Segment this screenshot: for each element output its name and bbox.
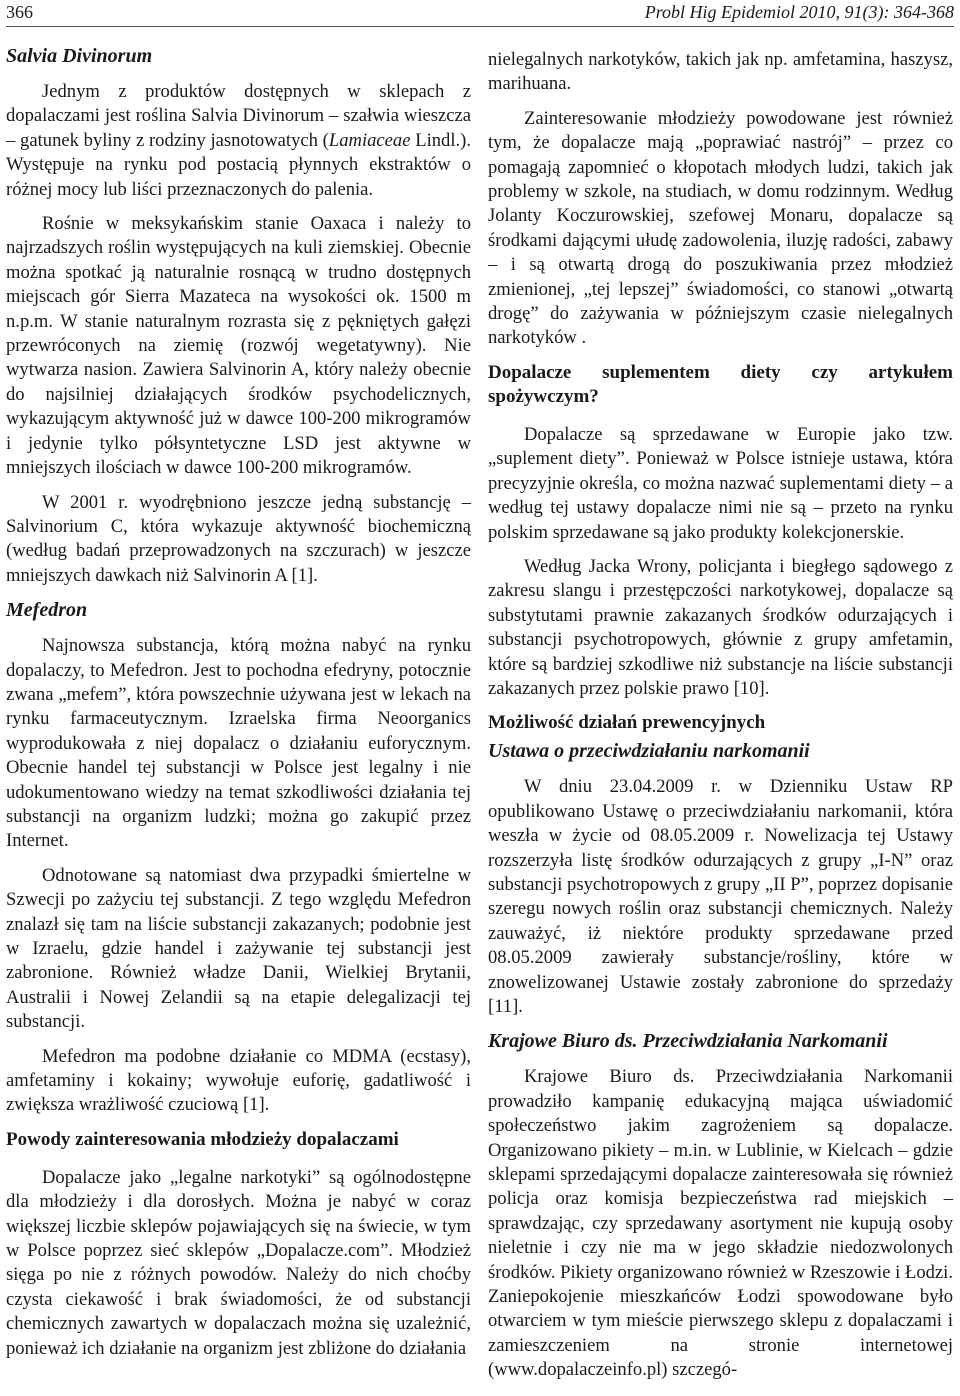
heading-ustawa: Ustawa o przeciwdziałaniu narkomanii [488,740,810,763]
heading-mefedron: Mefedron [6,599,88,622]
paragraph: Odnotowane są natomiast dwa przypadki śmiertelne w Szwecji po zażyciu tej substancji. Z tego względu Mefedron znalazł się tam na liście substancji zakazanych; podobnie jest w Izraelu, gdzie handel i zażywanie tej substancji jest zabronione. Również władze Danii, Wielkiej Brytanii, Australii i Nowej Zelandii są na etapie delegalizacji tej substancji. [6,864,471,1033]
paragraph: Mefedron ma podobne działanie co MDMA (ecstasy), amfetaminy i kokainy; wywołuje euforię, gadatliwość i zwiększa wrażliwość czuciową [1]. [6,1045,471,1116]
paragraph: Zainteresowanie młodzieży powodowane jest również tym, że dopalacze mają „poprawiać nastrój” – przez co pomagają zapomnieć o kłopotach młodych ludzi, takich jak problemy w szkole, na studiach, w domu rodzinnym. Według Jolanty Koczurowskiej, szefowej Monaru, dopalacze są środkami dającymi ułudę zadowolenia, iluzję radości, zabawy – i są otwartą drogą do poszukiwania przez młodzież zmienionej, „tej lepszej” świadomości, co stanowi „otwartą drogę” do zażywania w późniejszym czasie nielegalnych narkotyków . [488,107,953,349]
paragraph: W dniu 23.04.2009 r. w Dzienniku Ustaw RP opublikowano Ustawę o przeciwdziałaniu narkomanii, która weszła w życie od 08.05.2009 r. Nowelizacja tej Ustawy rozszerzyła listę środków odurzających z grupy „I-N” oraz substancji psychotropowych z grupy „II P”, poprzez dopisanie szeregu nowych roślin oraz substancji chemicznych. Należy zauważyć, iż niektóre produkty sprzedawane przed 08.05.2009 zawierały substancje/rośliny, które w znowelizowanej Ustawie zostały zabronione do sprzedaży [11]. [488,776,953,1017]
paragraph: Najnowsza substancja, którą można nabyć na rynku dopalaczy, to Mefedron. Jest to pochodna efedryny, potocznie zwana „mefem”, która powszechnie używana jest w lekach na rynku farmaceutycznym. Izraelska firma Neoorganics wyprodukowała z niej dopalacz o działaniu euforycznym. Obecnie handel tej substancji w Polsce jest legalny i nie udokumentowano wiedzy na temat szkodliwości działania tej substancji na organizm ludzki; można go zakupić przez Internet. [6,635,471,852]
heading-powody: Powody zainteresowania młodzieży dopalaczami [6,1128,399,1150]
page-number: 366 [6,2,33,22]
paragraph: W 2001 r. wyodrębniono jeszcze jedną substancję – Salvinorium C, która wykazuje aktywność biochemiczną (według badań przeprowadzonych na szczurach) w jeszcze mniejszych dawkach niż Salvinorin A [1]. [6,491,471,586]
heading-salvia-divinorum: Salvia Divinorum [6,45,153,67]
running-header [6,0,954,27]
paragraph: Dopalacze jako „legalne narkotyki” są ogólnodostępne dla młodzieży i dla dorosłych. Można je nabyć w coraz większej liczbie sklepów pojawiających się na świecie, w tym w Polsce poprzez sieć sklepów „Dopalacze.com”. Młodzież sięga po nie z różnych powodów. Należy do nich choćby czysta ciekawość i brak świadomości, że od substancji chemicznych zawartych w dopalaczach można się uzależnić, ponieważ ich działanie na organizm jest zbliżone do działania [6,1166,471,1359]
paragraph: Według Jacka Wrony, policjanta i biegłego sądowego z zakresu slangu i przestępczości narkotykowej, dopalacze są substytutami prawnie zakazanych środków odurzających i substancji psychotropowych, głównie z grupy amfetamin, które są bardziej szkodliwe niż substancje na liście substancji zakazanych przez polskie prawo [10]. [488,555,953,699]
paragraph: Krajowe Biuro ds. Przeciwdziałania Narkomanii prowadziło kampanię edukacyjną mająca uświadomić społeczeństwo jakim zagrożeniem są dopalacze. Organizowano pikiety – m.in. w Lublinie, w Kielcach – gdzie sklepami sprzedającymi dopalacze zainteresowała się również policja oraz komisja bezpieczeństwa rad miejskich – sprawdzając, czy sprzedawany asortyment nie kupują osoby nieletnie i czy nie ma w jego składzie niedozwolonych środków. Pikiety organizowano również w Rzeszowie i Łodzi. Zaniepokojenie mieszkańców Łodzi spowodowane było otwarciem w tym mieście pierwszego sklepu z dopalaczami i zamieszczeniem na stronie internetowej (www.dopalaczeinfo.pl) szczegó- [488,1066,953,1381]
paragraph-continued: nielegalnych narkotyków, takich jak np. amfetamina, haszysz, marihuana. [488,49,953,95]
heading-mozliwosc: Możliwość działań prewencyjnych [488,712,766,734]
paragraph: Dopalacze są sprzedawane w Europie jako tzw. „suplement diety”. Ponieważ w Polsce istnieje ustawa, która precyzyjnie określa, co można nazwać suplementami diety – a według tej ustawy dopalacze nimi nie są – przeto na rynku polskim sprzedawane są jako produkty kolekcjonerskie. [488,423,953,543]
paragraph: Jednym z produktów dostępnych w sklepach z dopalaczami jest roślina Salvia Divinorum – szałwia wieszcza – gatunek byliny z rodziny jasnotowatych (Lamiaceae Lindl.). Występuje na rynku pod postacią płynnych ekstraktów o różnej mocy lub liści przeznaczonych do palenia. [6,81,471,200]
latin-name: Lamiaceae [328,129,411,151]
journal-citation: Probl Hig Epidemiol 2010, 91(3): 364-368 [644,2,954,22]
paragraph: Rośnie w meksykańskim stanie Oaxaca i należy to najrzadszych roślin występujących na kuli ziemskiej. Obecnie można spotkać ją naturalnie rosnącą w trudno dostępnych miejscach gór Sierra Mazateca na wysokości ok. 1500 m n.p.m. W stanie naturalnym rozrasta się z pękniętych gałęzi przewróconych na ziemię (rozwój wegetatywny). Nie wytwarza nasion. Zawiera Salvinorin A, który należy obecnie do najsilniej działających środków psychodelicznych, wykazującym aktywność już w dawce 100-200 mikrogramów i jedynie tylko półsyntetyczne LSD jest aktywne w mniejszych ilościach w dawce 100-200 mikrogramów. [6,213,471,479]
heading-krajowe-biuro: Krajowe Biuro ds. Przeciwdziałania Narkomanii [488,1030,888,1053]
left-column [6,44,471,1371]
right-column [488,48,953,1393]
heading-suplement: Dopalacze suplementem diety czy artykułem spożywczym? [488,361,953,407]
